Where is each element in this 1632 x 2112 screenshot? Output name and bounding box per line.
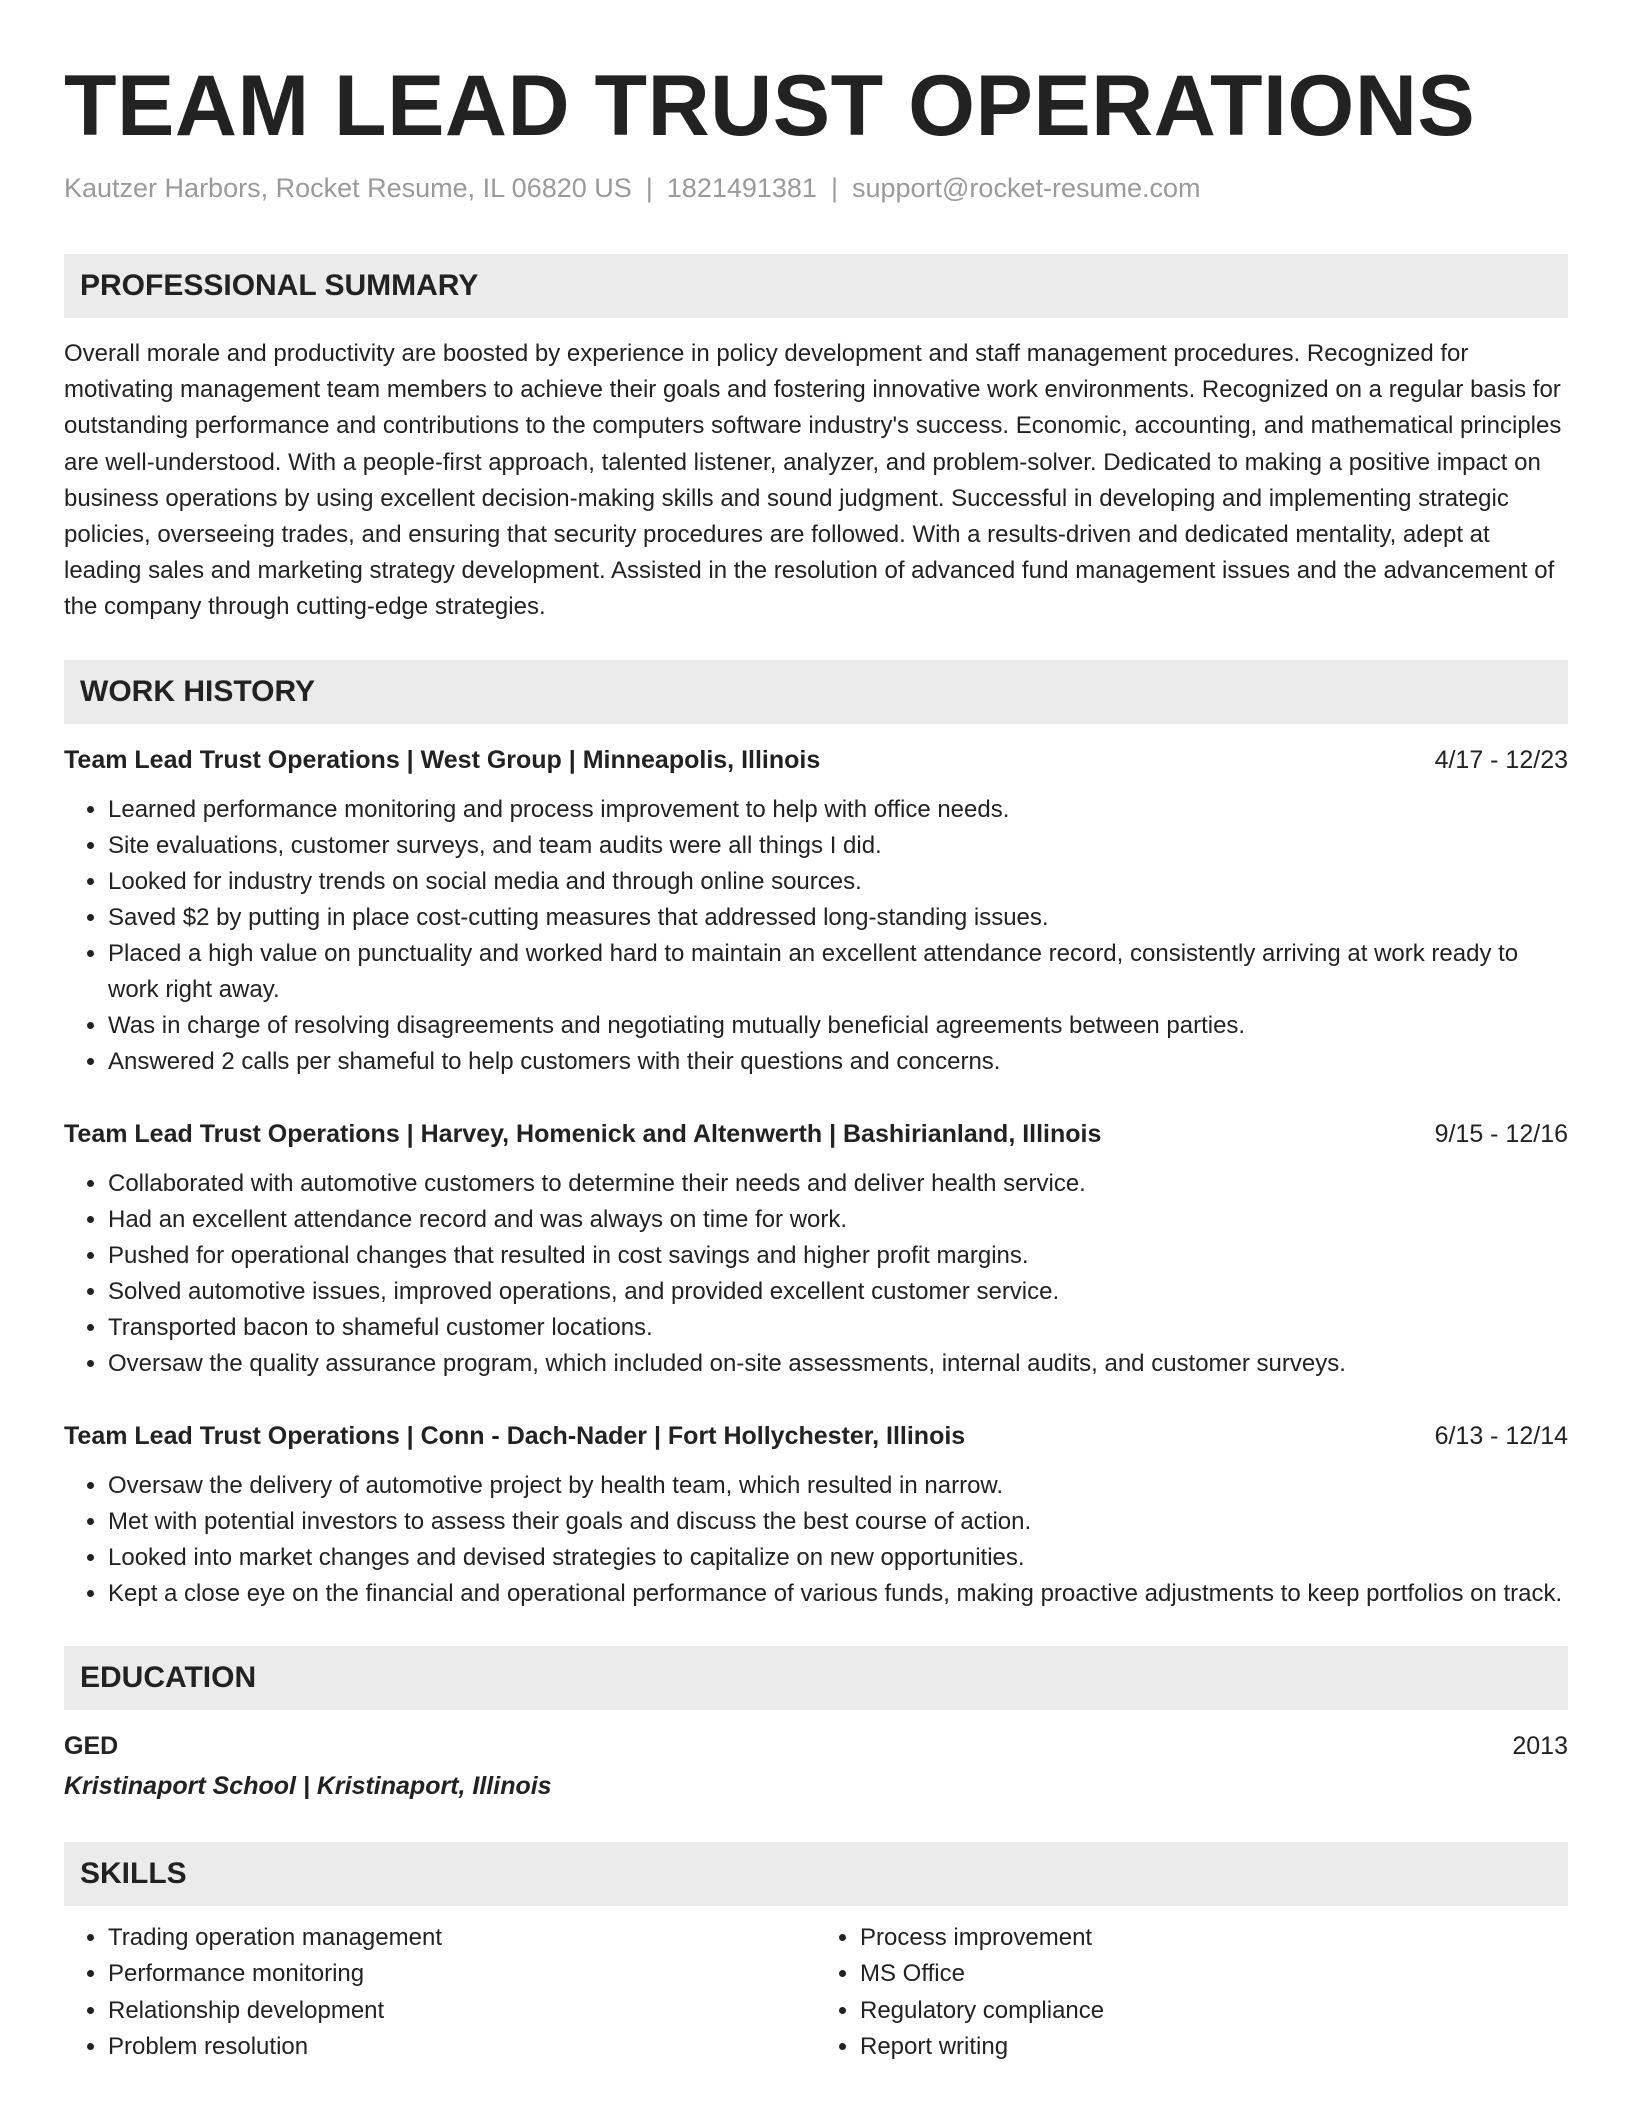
job-dates: 4/17 - 12/23	[1434, 745, 1568, 774]
contact-phone: 1821491381	[666, 173, 817, 203]
skill-item: • Relationship development	[108, 1993, 816, 2030]
contact-address: Kautzer Harbors, Rocket Resume, IL 06820 US	[64, 173, 632, 203]
job-bullet: • Looked for industry trends on social media and through online sources.	[108, 864, 1568, 900]
contact-email: support@rocket-resume.com	[851, 173, 1201, 203]
job-bullet: • Had an excellent attendance record and was always on time for work.	[108, 1202, 1568, 1238]
skill-item: • Report writing	[860, 2029, 1568, 2066]
job-title: Team Lead Trust Operations | Harvey, Homenick and Altenwerth | Bashirianland, Illinois	[64, 1119, 1102, 1148]
job-bullets	[64, 792, 1568, 1080]
job-bullet: • Site evaluations, customer surveys, and team audits were all things I did.	[108, 828, 1568, 864]
job-bullet: • Saved $2 by putting in place cost-cutting measures that addressed long-standing issues.	[108, 900, 1568, 936]
skill-item: • Performance monitoring	[108, 1956, 816, 1993]
section-heading-work-history: WORK HISTORY	[64, 660, 1568, 724]
contact-separator: |	[830, 173, 838, 203]
education-year: 2013	[1512, 1731, 1568, 1760]
job-header	[64, 742, 1568, 778]
candidate-name: TEAM LEAD TRUST OPERATIONS	[64, 58, 1476, 154]
job-bullet: • Oversaw the delivery of automotive project by health team, which resulted in narrow.	[108, 1468, 1568, 1504]
job-bullet: • Transported bacon to shameful customer locations.	[108, 1310, 1568, 1346]
education-degree: GED	[64, 1731, 119, 1760]
job-bullet: • Learned performance monitoring and process improvement to help with office needs.	[108, 792, 1568, 828]
contact-line	[64, 170, 1568, 206]
job-dates: 9/15 - 12/16	[1434, 1119, 1568, 1148]
job-bullet: • Solved automotive issues, improved operations, and provided excellent customer service.	[108, 1274, 1568, 1310]
job-bullet: • Met with potential investors to assess their goals and discuss the best course of action.	[108, 1504, 1568, 1540]
job-header	[64, 1418, 1568, 1454]
skill-item: • Trading operation management	[108, 1920, 816, 1957]
summary-text: Overall morale and productivity are boosted by experience in policy development and staff management procedures. Recognized for motivating management team members to achieve their goals and fostering innovative work environments. Recognized on a regular basis for outstanding performance and contributions to the computers software industry's success. Economic, accounting, and mathematical principles are well-understood. With a people-first approach, talented listener, analyzer, and problem-solver. Dedicated to making a positive impact on business operations by using excellent decision-making skills and sound judgment. Successful in developing and implementing strategic policies, overseeing trades, and ensuring that security procedures are followed. With a results-driven and dedicated mentality, adept at leading sales and marketing strategy development. Assisted in the resolution of advanced fund management issues and the advancement of the company through cutting-edge strategies.	[64, 340, 1562, 621]
education-school: Kristinaport School | Kristinaport, Illinois	[64, 1771, 552, 1800]
skills-column-right	[816, 1920, 1568, 2066]
job-entry	[64, 742, 1568, 1080]
job-bullet: • Oversaw the quality assurance program, which included on-site assessments, internal audits, and customer surveys.	[108, 1346, 1568, 1382]
skill-item: • Regulatory compliance	[860, 1993, 1568, 2030]
job-bullets	[64, 1166, 1568, 1382]
job-bullet: • Kept a close eye on the financial and operational performance of various funds, making proactive adjustments to keep portfolios on track.	[108, 1576, 1568, 1612]
section-heading-summary: PROFESSIONAL SUMMARY	[64, 254, 1568, 318]
job-entry	[64, 1418, 1568, 1612]
skills-column-left	[64, 1920, 816, 2066]
job-bullet: • Placed a high value on punctuality and worked hard to maintain an excellent attendance record, consistently arriving at work ready to work right away.	[108, 936, 1568, 1008]
job-header	[64, 1116, 1568, 1152]
skill-item: • Process improvement	[860, 1920, 1568, 1957]
job-title: Team Lead Trust Operations | West Group | Minneapolis, Illinois	[64, 745, 821, 774]
job-bullet: • Collaborated with automotive customers to determine their needs and deliver health service.	[108, 1166, 1568, 1202]
job-bullet: • Pushed for operational changes that resulted in cost savings and higher profit margins.	[108, 1238, 1568, 1274]
section-heading-education: EDUCATION	[64, 1646, 1568, 1710]
education-entry	[64, 1728, 1568, 1764]
skill-item: • Problem resolution	[108, 2029, 816, 2066]
job-title: Team Lead Trust Operations | Conn - Dach-Nader | Fort Hollychester, Illinois	[64, 1421, 966, 1450]
skills-list	[64, 1920, 1568, 2066]
skill-item: • MS Office	[860, 1956, 1568, 1993]
job-dates: 6/13 - 12/14	[1434, 1421, 1568, 1450]
contact-separator: |	[645, 173, 653, 203]
work-history-list	[64, 742, 1568, 1612]
job-bullets	[64, 1468, 1568, 1612]
job-bullet: • Was in charge of resolving disagreements and negotiating mutually beneficial agreements between parties.	[108, 1008, 1568, 1044]
job-entry	[64, 1116, 1568, 1382]
section-heading-skills: SKILLS	[64, 1842, 1568, 1906]
job-bullet: • Looked into market changes and devised strategies to capitalize on new opportunities.	[108, 1540, 1568, 1576]
job-bullet: • Answered 2 calls per shameful to help customers with their questions and concerns.	[108, 1044, 1568, 1080]
